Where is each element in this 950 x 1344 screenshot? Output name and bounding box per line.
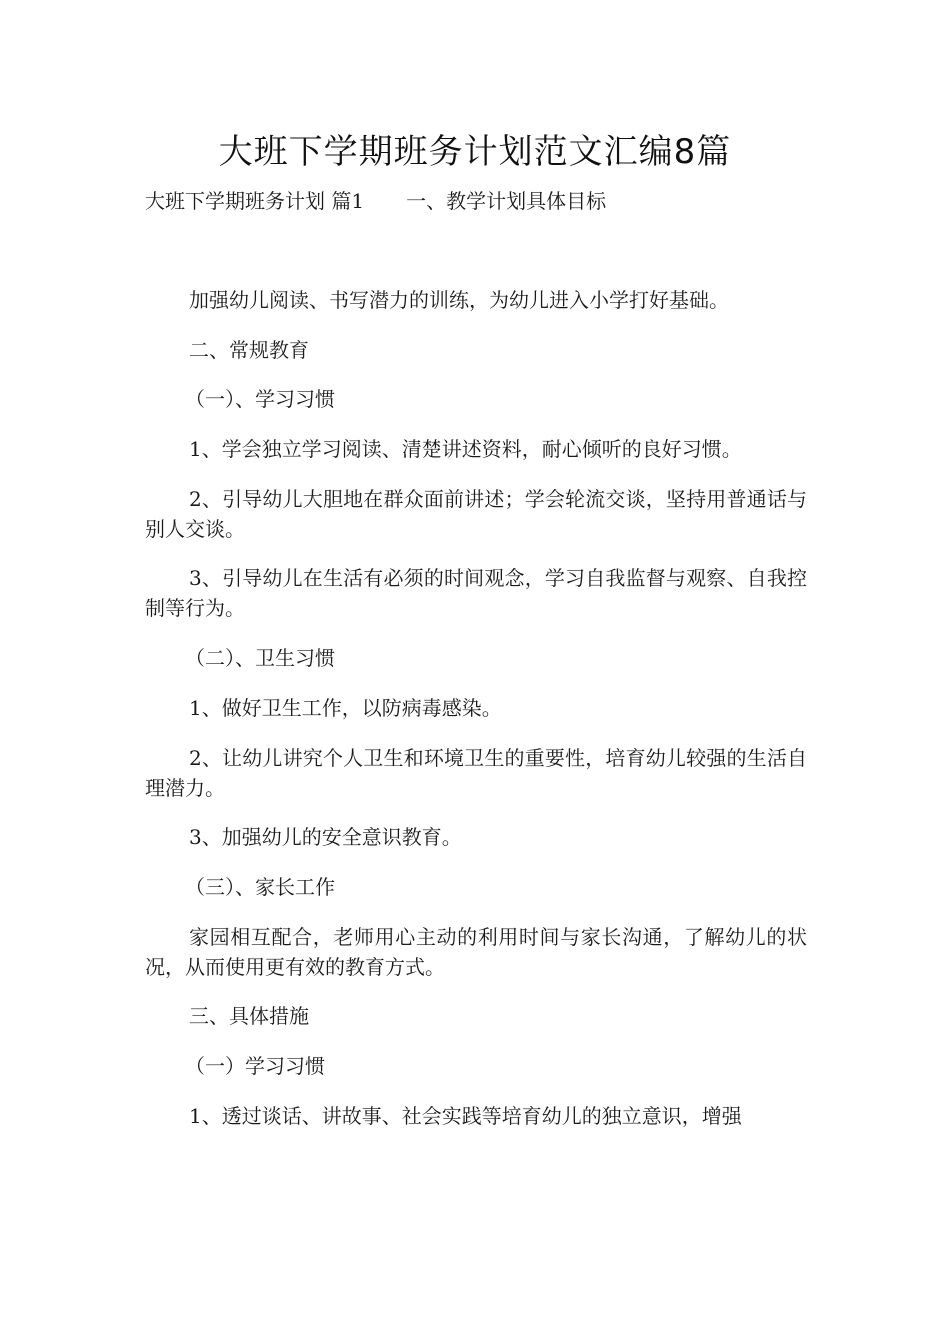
paragraph: 1、学会独立学习阅读、清楚讲述资料，耐心倾听的良好习惯。 — [189, 437, 742, 462]
paragraph: （三）、家长工作 — [185, 874, 335, 899]
document-body — [145, 285, 807, 1150]
paragraph: 家园相互配合，老师用心主动的利用时间与家长沟通，了解幼儿的状况，从而使用更有效的教育方式。 — [145, 924, 807, 979]
paragraph: 三、具体措施 — [189, 1004, 309, 1029]
paragraph: 二、常规教育 — [189, 337, 309, 362]
paragraph: 加强幼儿阅读、书写潜力的训练，为幼儿进入小学打好基础。 — [189, 288, 729, 312]
paragraph: （一）、学习习惯 — [185, 387, 335, 412]
article-label: 大班下学期班务计划 篇1 — [145, 189, 365, 213]
section-heading-row — [145, 186, 606, 216]
paragraph: 2、引导幼儿大胆地在群众面前讲述；学会轮流交谈，坚持用普通话与别人交谈。 — [145, 486, 807, 541]
paragraph: 1、透过谈话、讲故事、社会实践等培育幼儿的独立意识，增强 — [189, 1103, 742, 1128]
paragraph: 3、引导幼儿在生活有必须的时间观念，学习自我监督与观察、自我控制等行为。 — [145, 566, 807, 621]
paragraph: 2、让幼儿讲究个人卫生和环境卫生的重要性，培育幼儿较强的生活自理潜力。 — [145, 745, 807, 800]
paragraph: 3、加强幼儿的安全意识教育。 — [189, 825, 462, 850]
section-heading: 一、教学计划具体目标 — [406, 189, 607, 213]
document-title: 大班下学期班务计划范文汇编8篇 — [218, 132, 732, 172]
paragraph: 1、做好卫生工作，以防病毒感染。 — [189, 695, 502, 720]
paragraph: （一）学习习惯 — [185, 1053, 325, 1078]
paragraph: （二）、卫生习惯 — [185, 646, 335, 671]
